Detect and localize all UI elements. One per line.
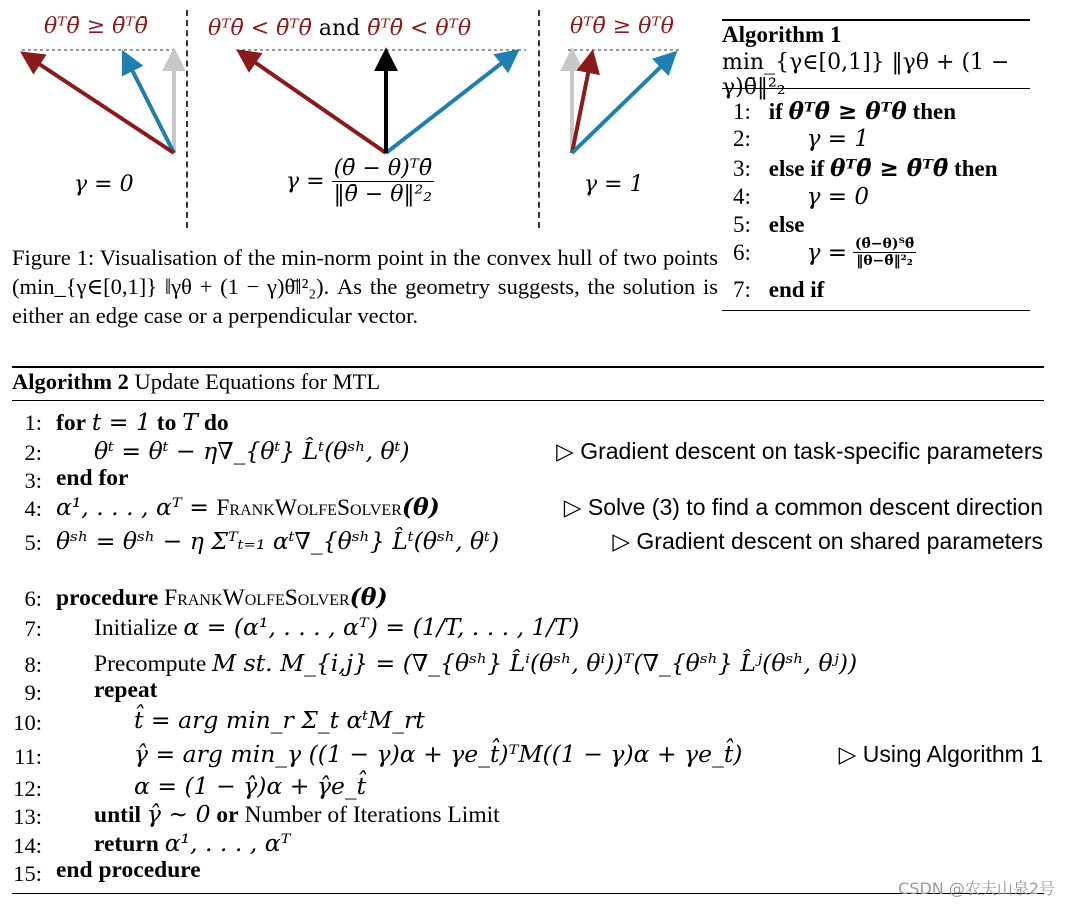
alg1-line <box>733 184 869 210</box>
text: Number of Iterations Limit <box>244 802 500 828</box>
line-number: 1: <box>24 410 42 435</box>
panel-right-vectors <box>560 40 700 160</box>
keyword: procedure <box>56 585 159 611</box>
panel-middle-vectors <box>226 40 546 160</box>
alg1-mid-rule <box>722 88 1030 89</box>
alg2-mid-rule <box>12 400 1044 401</box>
line-number: 1: <box>733 99 751 124</box>
expression: θᵀθ̄ ≥ θ̄ᵀθ̄ <box>830 155 949 182</box>
keyword: else if <box>768 156 825 181</box>
comment: ▷ Gradient descent on shared parameters <box>612 528 1043 554</box>
keyword: or <box>216 802 239 828</box>
expression: θᵀθ̄ ≥ θᵀθ <box>788 98 907 125</box>
red-vector <box>240 52 386 153</box>
procedure-name: FrankWolfeSolver <box>216 495 402 521</box>
expression: γ̂ ∼ 0 <box>146 800 211 828</box>
keyword: to <box>156 410 177 436</box>
panel-middle-title-a: θᵀθ̄ < θ̄ᵀθ̄ <box>208 16 312 41</box>
comment: ▷ Solve (3) to find a common descent direction <box>563 494 1043 520</box>
alg1-top-rule <box>722 19 1030 21</box>
alg2-top-rule <box>12 366 1044 368</box>
alg2-line <box>56 408 229 437</box>
alg2-title-rest: Update Equations for MTL <box>134 369 381 394</box>
alg2-line <box>94 649 857 678</box>
panel-middle-gamma-num: (θ̄ − θ)ᵀθ̄ <box>333 156 433 181</box>
panel-left-gamma: γ = 0 <box>74 172 134 197</box>
alg1-line <box>733 155 997 182</box>
keyword: for <box>56 410 87 436</box>
line-number: 6: <box>733 239 751 265</box>
alg2-line: end for <box>56 465 129 491</box>
line-number: 13: <box>13 804 42 829</box>
expression: M st. M_{i,j} = (∇_{θˢʰ} L̂ⁱ(θˢʰ, θⁱ))ᵀ(∇_{θˢʰ} L̂ʲ(θˢʰ, θʲ)) <box>212 649 858 677</box>
figure-caption: Figure 1: Visualisation of the min-norm point in the convex hull of two points (min_{γ∈[0,1]} ‖γθ + (1 − γ)θ̄‖²₂). As the geometry suggests, the solution is either an edge case or a perpendicular vector. <box>12 245 718 328</box>
line-number: 6: <box>24 586 42 611</box>
panel-left-vectors <box>14 40 194 160</box>
alg2-line <box>94 613 579 642</box>
expression: α = (α¹, . . . , αᵀ) = (1/T, . . . , 1/T) <box>183 613 580 641</box>
panel-left-title-text: θᵀθ̄ ≥ θ̄ᵀθ̄ <box>44 14 148 39</box>
procedure-name: FrankWolfeSolver <box>164 585 350 611</box>
keyword: then <box>912 99 956 124</box>
panel-middle-title <box>208 16 471 41</box>
panel-middle-gamma-fraction <box>332 156 435 207</box>
panel-middle-title-and: and <box>318 16 361 41</box>
line-number: 3: <box>24 468 42 493</box>
expression: γ = <box>806 239 848 266</box>
divider-right <box>538 10 540 228</box>
panel-right-title-text: θᵀθ̄ ≥ θᵀθ <box>570 14 674 39</box>
divider-left <box>186 10 188 228</box>
expression: t = 1 <box>91 408 151 436</box>
expression: γ = 0 <box>806 184 870 210</box>
alg2-line <box>94 829 290 858</box>
expression: α¹, . . . , αᵀ <box>164 829 291 857</box>
alg2-line <box>56 583 388 612</box>
text: Precompute <box>94 651 207 677</box>
alg2-bottom-rule <box>12 893 1044 894</box>
panel-middle-gamma-den: ‖θ̄ − θ‖²₂ <box>333 182 433 207</box>
alg2-line: γ̂ = arg min_γ ((1 − γ)α + γe_t̂)ᵀM((1 − γ)α + γe_t̂) <box>134 740 743 768</box>
line-number: 15: <box>13 861 42 886</box>
alg2-line: t̂ = arg min_r Σ_t αᵗM_rt <box>134 706 425 734</box>
blue-vector <box>386 52 516 153</box>
keyword: end if <box>768 277 825 302</box>
panel-right-gamma: γ = 1 <box>584 172 644 197</box>
alg1-line <box>733 236 916 269</box>
keyword: until <box>94 802 142 828</box>
keyword: if <box>768 99 783 124</box>
fraction-denominator: ‖θ−θ̄‖²₂ <box>856 253 913 269</box>
line-number: 11: <box>14 744 42 769</box>
comment: ▷ Gradient descent on task-specific parameters <box>556 438 1043 464</box>
line-number: 2: <box>24 440 42 465</box>
keyword: else <box>768 212 805 237</box>
alg2-line <box>56 493 440 522</box>
line-number: 4: <box>24 496 42 521</box>
alg1-line <box>733 277 824 303</box>
alg2-line <box>94 800 500 829</box>
keyword: then <box>954 156 998 181</box>
alg2-line: end procedure <box>56 857 201 883</box>
expression: (θ) <box>401 493 440 521</box>
expression: (θ) <box>349 583 388 611</box>
line-number: 7: <box>24 616 42 641</box>
alg2-title-bold: Algorithm 2 <box>12 369 129 394</box>
line-number: 5: <box>24 530 42 555</box>
line-number: 7: <box>733 277 751 302</box>
expression: γ = 1 <box>806 126 870 152</box>
line-number: 10: <box>13 710 42 735</box>
panel-middle-gamma <box>286 156 434 207</box>
line-number: 5: <box>733 212 751 237</box>
keyword: return <box>94 831 159 857</box>
line-number: 4: <box>733 184 751 209</box>
watermark: CSDN @农夫山泉2号 <box>898 879 1055 898</box>
line-number: 12: <box>13 776 42 801</box>
line-number: 3: <box>733 156 751 181</box>
alg1-line <box>733 212 805 238</box>
alg2-line: repeat <box>94 677 158 703</box>
line-number: 9: <box>24 680 42 705</box>
alg2-line: θᵗ = θᵗ − η∇_{θᵗ} L̂ᵗ(θˢʰ, θᵗ) <box>94 437 410 465</box>
alg1-bottom-rule <box>722 310 1030 311</box>
panel-middle-gamma-lhs: γ = <box>286 169 325 194</box>
line-number: 2: <box>733 126 751 151</box>
text: Initialize <box>94 615 178 641</box>
red-vector <box>24 54 174 153</box>
alg2-title <box>12 369 380 395</box>
alg2-line: α = (1 − γ̂)α + γ̂e_t̂ <box>134 772 367 800</box>
alg1-fraction <box>853 236 916 269</box>
comment: ▷ Using Algorithm 1 <box>838 741 1043 767</box>
fraction-numerator: (θ̄−θ)ᵀθ̄ <box>854 236 915 252</box>
expression: α¹, . . . , αᵀ = <box>56 493 217 521</box>
alg1-subtitle: min_{γ∈[0,1]} ‖γθ + (1 − γ)θ̄‖²₂ <box>722 50 1010 100</box>
line-number: 14: <box>13 833 42 858</box>
alg2-line: θˢʰ = θˢʰ − η Σᵀₜ₌₁ αᵗ∇_{θˢʰ} L̂ᵗ(θˢʰ, θᵗ) <box>56 527 500 555</box>
keyword: do <box>203 410 229 436</box>
expression: T <box>182 408 198 436</box>
panel-right-title <box>570 14 674 39</box>
alg1-title: Algorithm 1 <box>722 22 842 47</box>
panel-left-title <box>44 14 148 39</box>
panel-middle-title-b: θ̄ᵀθ̄ < θᵀθ <box>367 16 472 41</box>
line-number: 8: <box>24 652 42 677</box>
alg1-line <box>733 98 956 125</box>
alg1-line <box>733 126 869 152</box>
